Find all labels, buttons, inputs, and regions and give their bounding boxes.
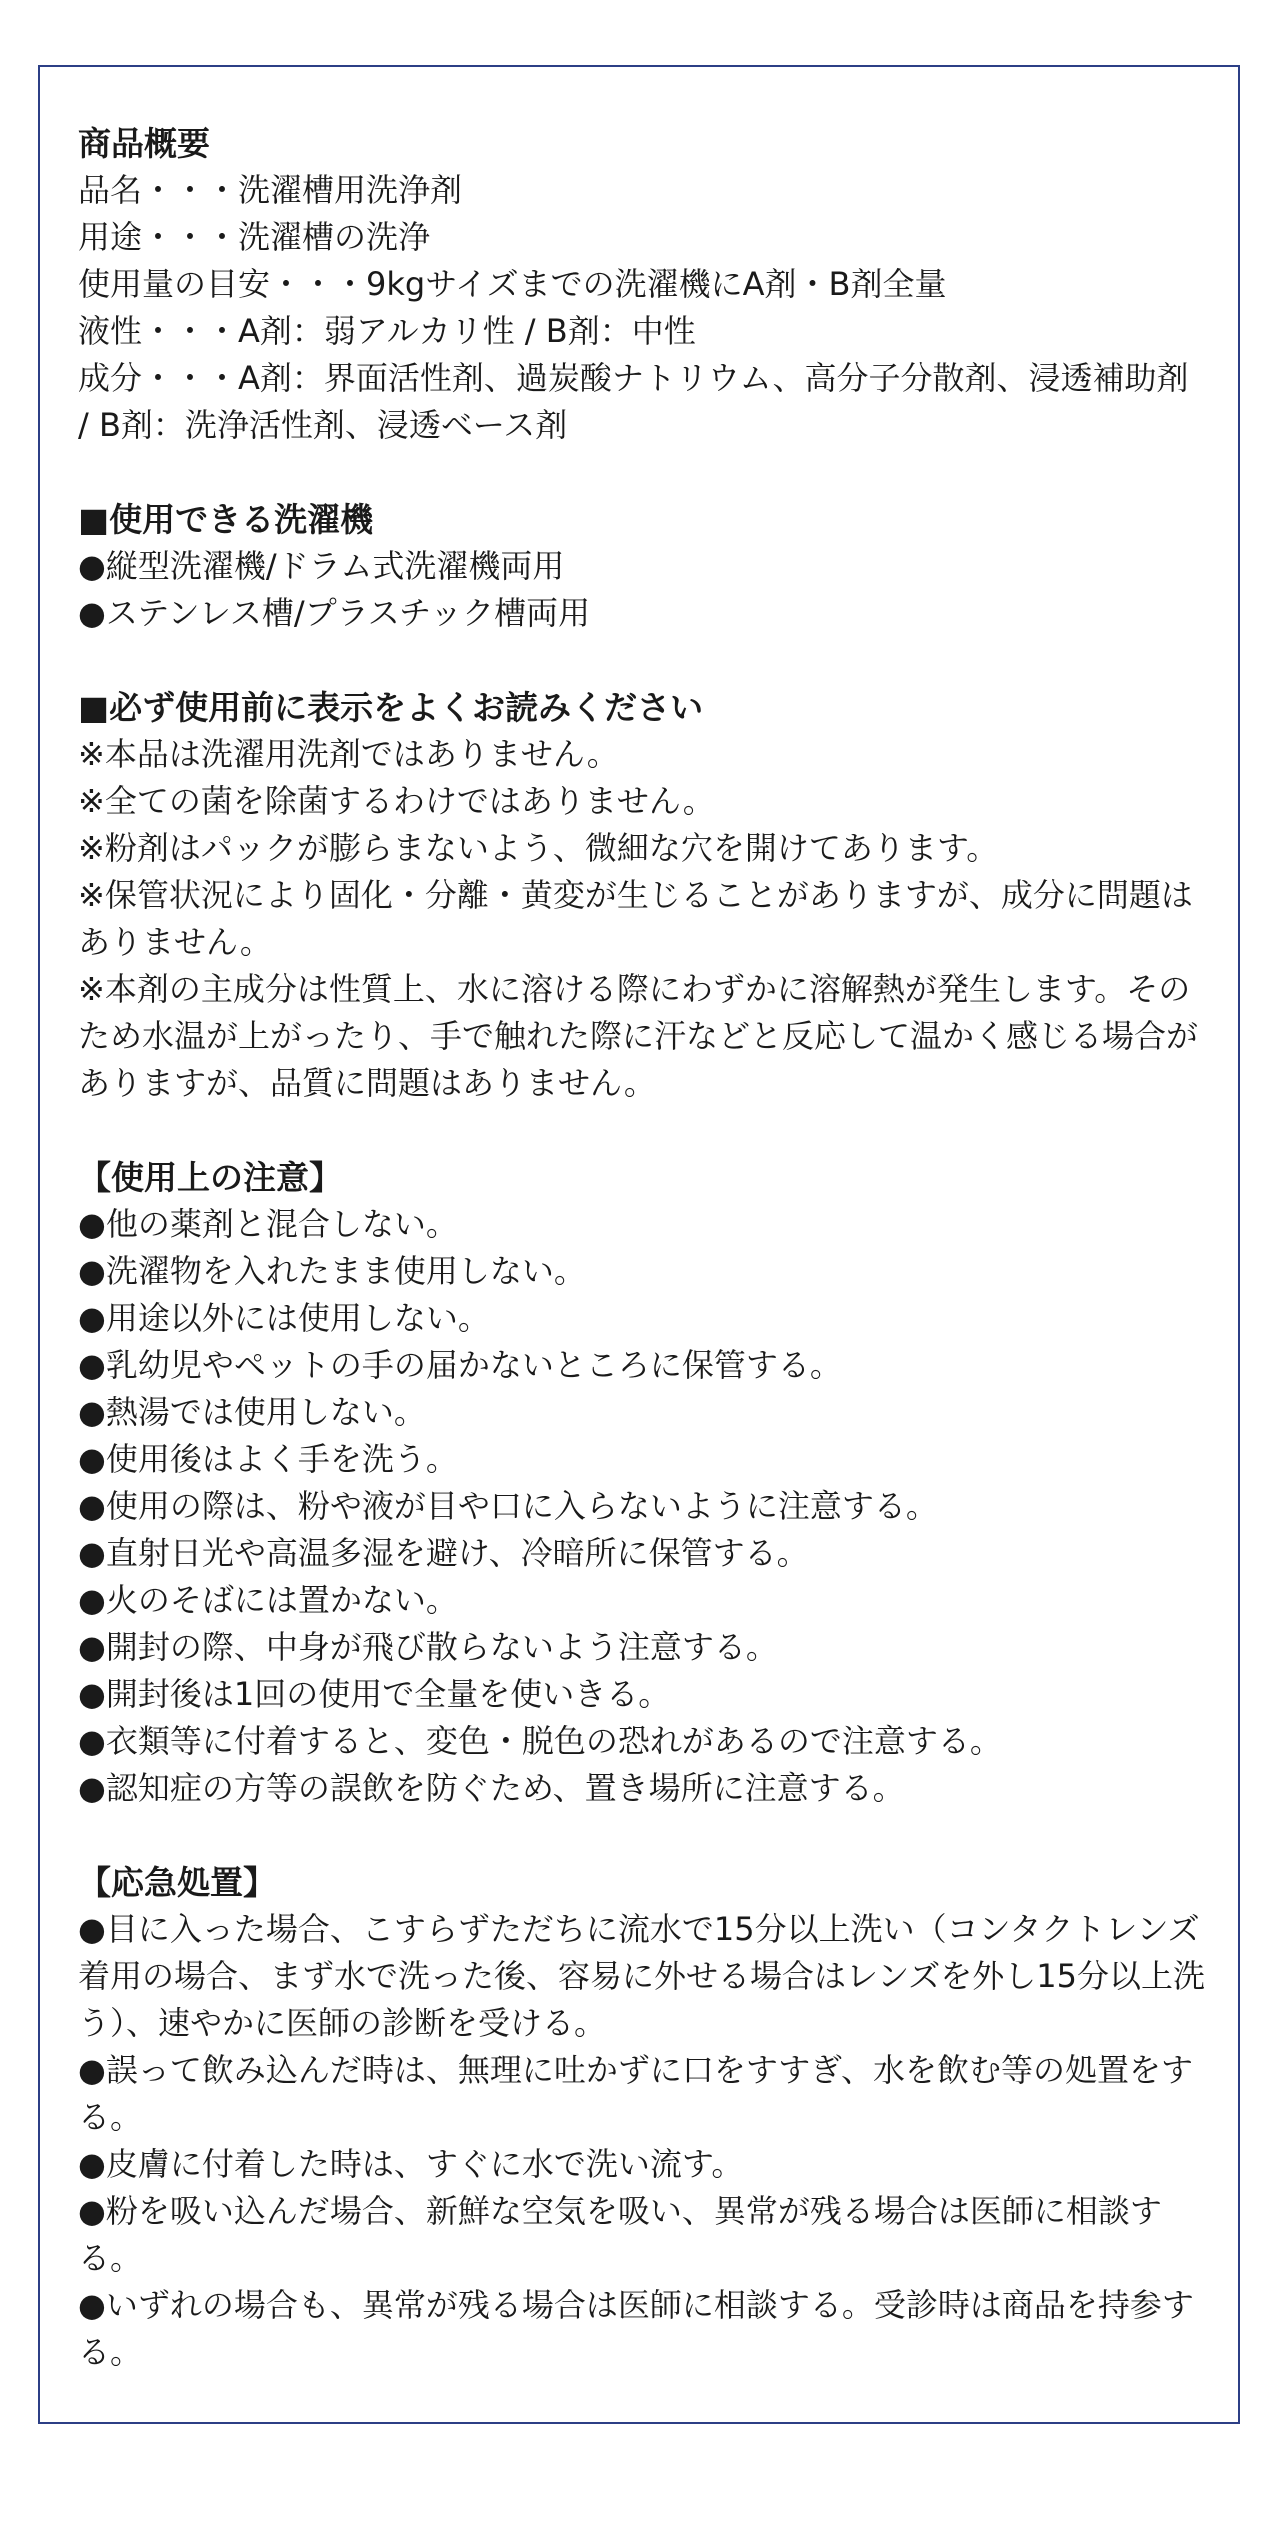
caution-item: ●洗濯物を入れたまま使用しない。	[78, 1252, 586, 1290]
machines-line: ●縦型洗濯機/ドラム式洗濯機両用	[78, 547, 565, 585]
caution-item: ●熱湯では使用しない。	[78, 1393, 426, 1431]
overview-line: 使用量の目安・・・9kgサイズまでの洗濯機にA剤・B剤全量	[78, 265, 947, 303]
cautions-heading: 【使用上の注意】	[78, 1158, 342, 1197]
caution-item: ●火のそばには置かない。	[78, 1581, 458, 1619]
machines-section	[78, 496, 1208, 637]
notice-line: ※粉剤はパックが膨らまないよう、微細な穴を開けてあります。	[78, 829, 999, 867]
first-aid-heading: 【応急処置】	[78, 1863, 276, 1902]
first-aid-item: ●目に入った場合、こすらずただちに流水で15分以上洗い（コンタクトレンズ着用の場合、まず水で洗った後、容易に外せる場合はレンズを外し15分以上洗う）、速やかに医師の診断を受ける。	[78, 1910, 1205, 2042]
overview-line: 品名・・・洗濯槽用洗浄剤	[78, 171, 463, 209]
caution-item: ●認知症の方等の誤飲を防ぐため、置き場所に注意する。	[78, 1769, 905, 1807]
first-aid-item: ●粉を吸い込んだ場合、新鮮な空気を吸い、異常が残る場合は医師に相談する。	[78, 2192, 1162, 2277]
caution-item: ●使用後はよく手を洗う。	[78, 1440, 458, 1478]
notice-heading: ■必ず使用前に表示をよくお読みください	[78, 688, 704, 727]
first-aid-item: ●誤って飲み込んだ時は、無理に吐かずに口をすすぎ、水を飲む等の処置をする。	[78, 2051, 1193, 2136]
overview-heading: 商品概要	[78, 124, 210, 163]
notice-line: ※全ての菌を除菌するわけではありません。	[78, 782, 715, 820]
caution-item: ●衣類等に付着すると、変色・脱色の恐れがあるので注意する。	[78, 1722, 1002, 1760]
caution-item: ●開封の際、中身が飛び散らないよう注意する。	[78, 1628, 778, 1666]
caution-item: ●開封後は1回の使用で全量を使いきる。	[78, 1675, 671, 1713]
notice-line: ※保管状況により固化・分離・黄変が生じることがありますが、成分に問題はありません。	[78, 876, 1193, 961]
caution-item: ●直射日光や高温多湿を避け、冷暗所に保管する。	[78, 1534, 809, 1572]
cautions-section	[78, 1154, 1208, 1812]
overview-section	[78, 120, 1208, 449]
notice-section	[78, 684, 1208, 1107]
overview-line: 液性・・・A剤：弱アルカリ性 / B剤：中性	[78, 312, 696, 350]
caution-item: ●用途以外には使用しない。	[78, 1299, 490, 1337]
first-aid-item: ●いずれの場合も、異常が残る場合は医師に相談する。受診時は商品を持参する。	[78, 2286, 1194, 2371]
caution-item: ●乳幼児やペットの手の届かないところに保管する。	[78, 1346, 842, 1384]
product-info	[78, 120, 1208, 2423]
machines-line: ●ステンレス槽/プラスチック槽両用	[78, 594, 591, 632]
caution-item: ●他の薬剤と混合しない。	[78, 1205, 458, 1243]
first-aid-item: ●皮膚に付着した時は、すぐに水で洗い流す。	[78, 2145, 744, 2183]
caution-item: ●使用の際は、粉や液が目や口に入らないように注意する。	[78, 1487, 938, 1525]
machines-heading: ■使用できる洗濯機	[78, 500, 374, 539]
notice-line: ※本剤の主成分は性質上、水に溶ける際にわずかに溶解熱が発生します。そのため水温が上がったり、手で触れた際に汗などと反応して温かく感じる場合がありますが、品質に問題はありません。	[78, 970, 1199, 1102]
overview-line: 成分・・・A剤：界面活性剤、過炭酸ナトリウム、高分子分散剤、浸透補助剤 / B剤：洗浄活性剤、浸透ベース剤	[78, 359, 1189, 444]
notice-line: ※本品は洗濯用洗剤ではありません。	[78, 735, 619, 773]
overview-line: 用途・・・洗濯槽の洗浄	[78, 218, 431, 256]
first-aid-section	[78, 1859, 1208, 2376]
